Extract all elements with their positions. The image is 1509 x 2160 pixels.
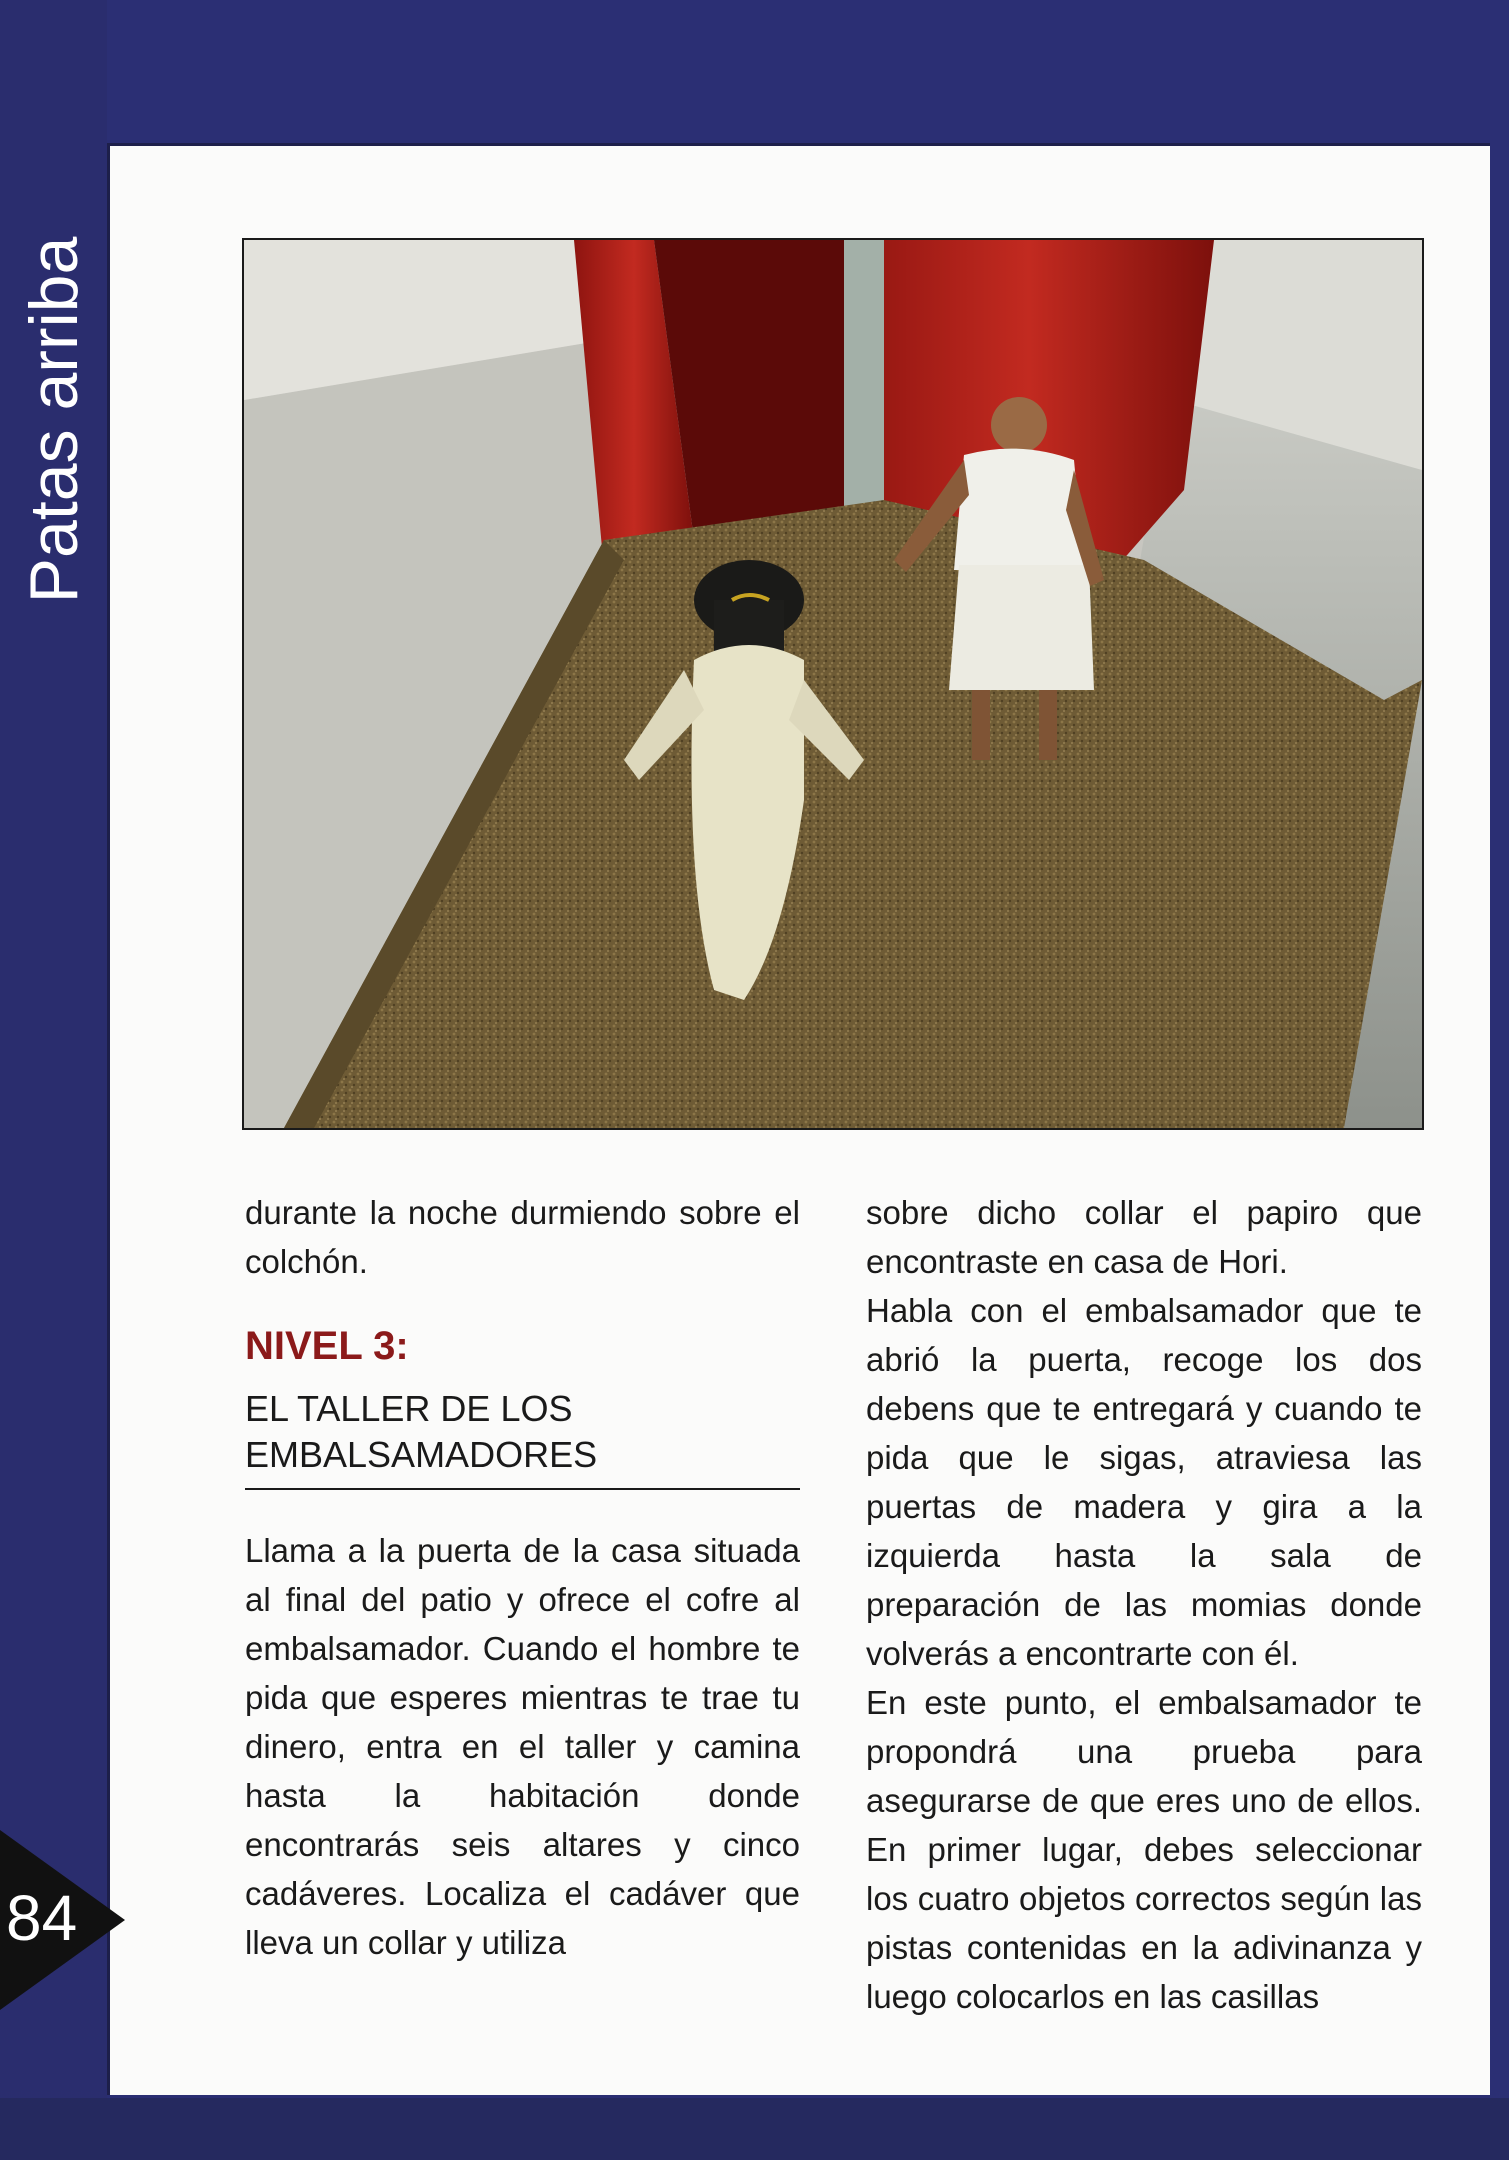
level-title-line2: EMBALSAMADORES (245, 1434, 598, 1475)
game-scene-image (244, 240, 1422, 1128)
body-paragraph: Llama a la puerta de la casa situada al final del patio y ofrece el cofre al embalsamador. Cuando el hombre te pida que esperes mientras te trae tu dinero, entra en el taller y camina hasta la habitación donde encontrarás seis altares y cinco cadáveres. Localiza el cadáver que lleva un collar y utiliza (245, 1532, 800, 1961)
bottom-frame-bar (0, 2098, 1509, 2160)
right-frame-bar (1490, 0, 1509, 2160)
right-paragraph-1: sobre dicho collar el papiro que encontraste en casa de Hori. (866, 1194, 1422, 1280)
page-number: 84 (6, 1882, 78, 1954)
section-title: Patas arriba (15, 236, 92, 604)
level-title (245, 1386, 800, 1478)
heading-underline (245, 1488, 800, 1490)
intro-paragraph: durante la noche durmiendo sobre el colchón. (245, 1194, 800, 1280)
level-heading: NIVEL 3: (245, 1324, 409, 1368)
top-frame-bar (0, 0, 1509, 140)
level-title-line1: EL TALLER DE LOS (245, 1388, 573, 1429)
section-title-container (0, 130, 107, 710)
game-screenshot (242, 238, 1424, 1130)
right-text-column (866, 1188, 1422, 2021)
right-paragraph-3: En este punto, el embalsamador te propondrá una prueba para asegurarse de que eres uno de ellos. En primer lugar, debes seleccionar los cuatro objetos correctos según las pistas contenidas en la adivinanza y luego colocarlos en las casillas (866, 1684, 1422, 2015)
right-paragraph-2: Habla con el embalsamador que te abrió la puerta, recoge los dos debens que te entregará y cuando te pida que le sigas, atraviesa las puertas de madera y gira a la izquierda hasta la sala de preparación de las momias donde volverás a encontrarte con él. (866, 1292, 1422, 1672)
left-text-column (245, 1188, 800, 1967)
